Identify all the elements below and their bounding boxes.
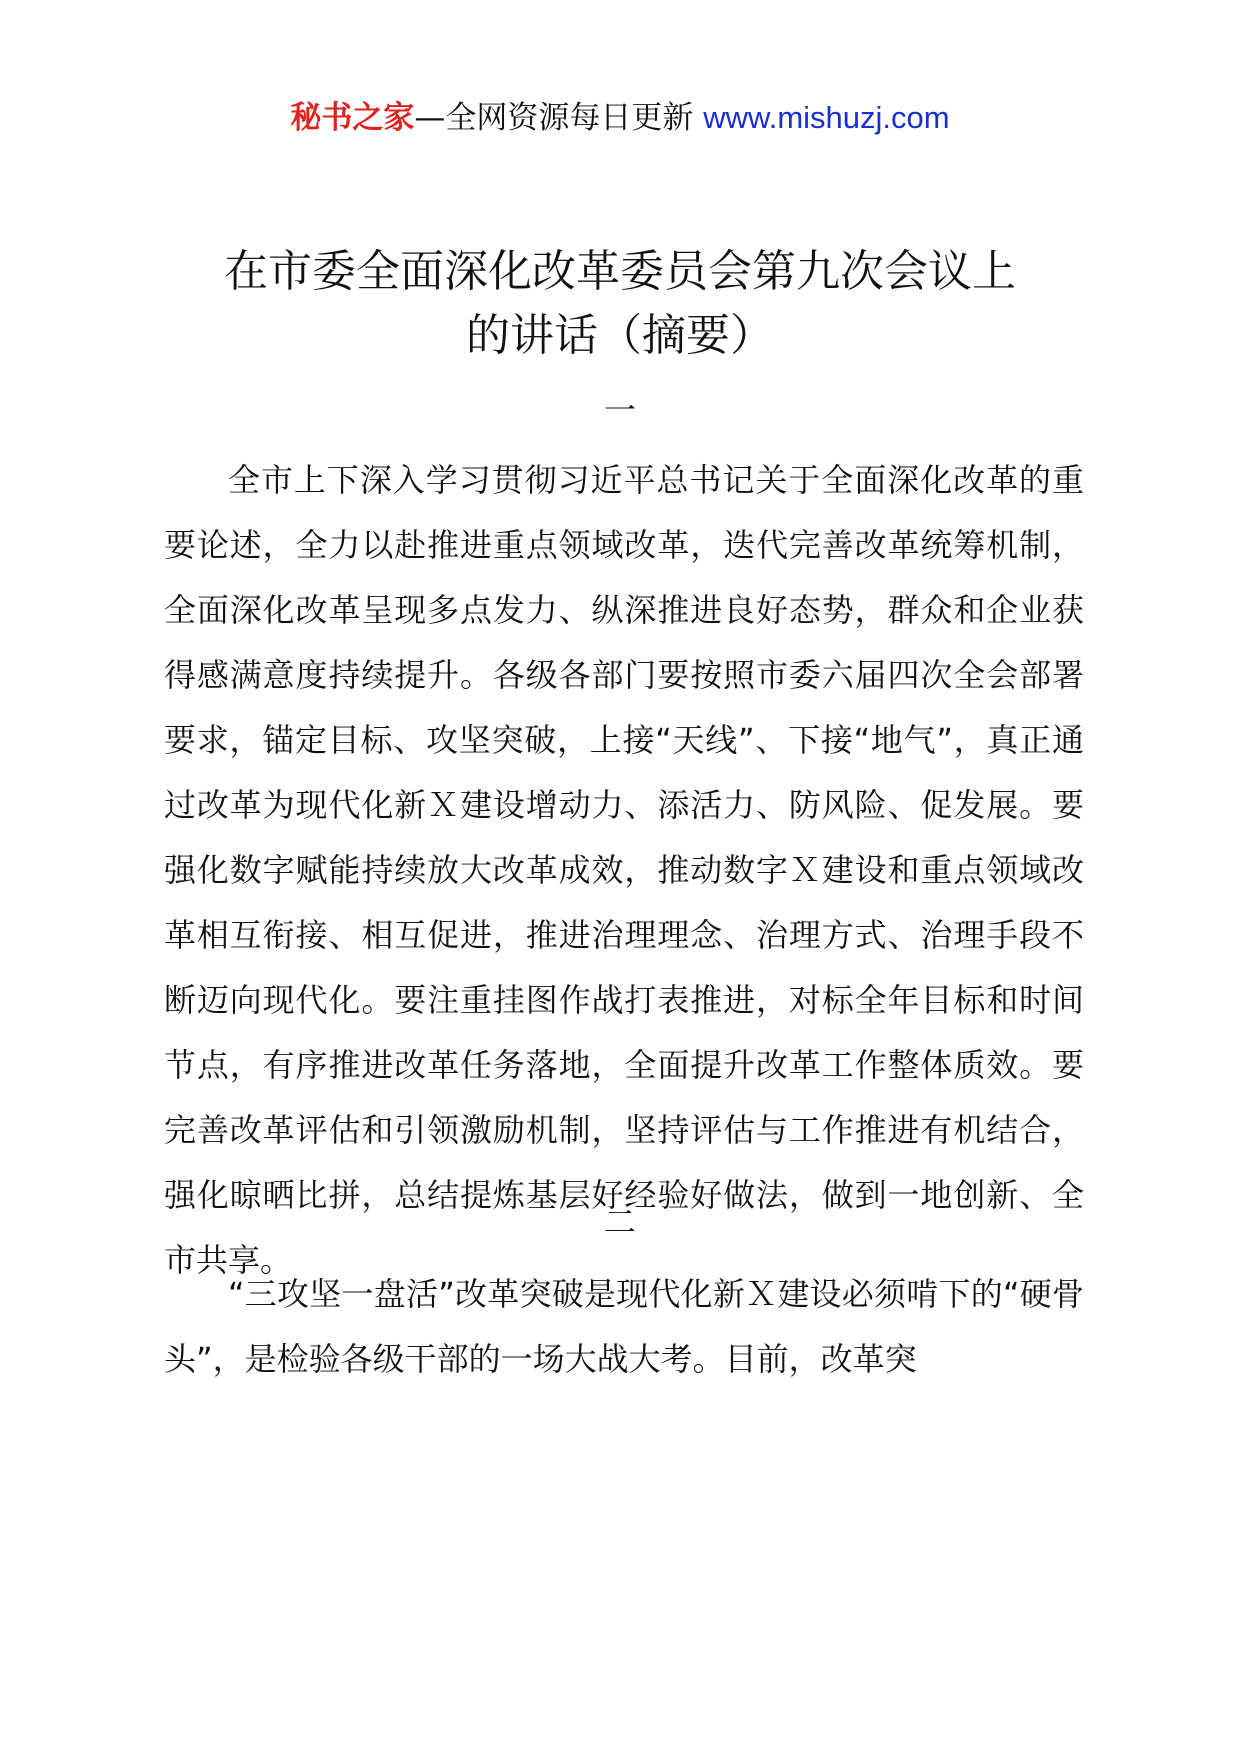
section-1-paragraph: 全市上下深入学习贯彻习近平总书记关于全面深化改革的重要论述，全力以赴推进重点领域改革，迭代完善改革统筹机制，全面深化改革呈现多点发力、纵深推进良好态势，群众和企业获得感满意度持续提升。各级各部门要按照市委六届四次全会部署要求，锚定目标、攻坚突破，上接“天线”、下接“地气”，真正通过改革为现代化新Ｘ建设增动力、添活力、防风险、促发展。要强化数字赋能持续放大改革成效，推动数字Ｘ建设和重点领域改革相互衔接、相互促进，推进治理理念、治理方式、治理手段不断迈向现代化。要注重挂图作战打表推进，对标全年目标和时间节点，有序推进改革任务落地，全面提升改革工作整体质效。要完善改革评估和引领激励机制，坚持评估与工作推进有机结合，强化晾晒比拼，总结提炼基层好经验好做法，做到一地创新、全市共享。 [164, 461, 1084, 1279]
section-marker-2: 二 [603, 1203, 636, 1241]
site-tagline: —全网资源每日更新 [414, 100, 694, 136]
title-line-2: 的讲话（摘要） [466, 310, 774, 361]
document-title [0, 240, 1240, 368]
site-header [0, 98, 1240, 138]
title-line-1: 在市委全面深化改革委员会第九次会议上 [224, 246, 1016, 297]
site-brand: 秘书之家 [290, 100, 415, 136]
site-url[interactable]: www.mishuzj.com [703, 100, 950, 135]
section-2-paragraph: “三攻坚一盘活”改革突破是现代化新Ｘ建设必须啃下的“硬骨头”，是检验各级干部的一场大战大考。目前，改革突 [164, 1275, 1084, 1378]
section-marker-1: 一 [603, 391, 636, 429]
